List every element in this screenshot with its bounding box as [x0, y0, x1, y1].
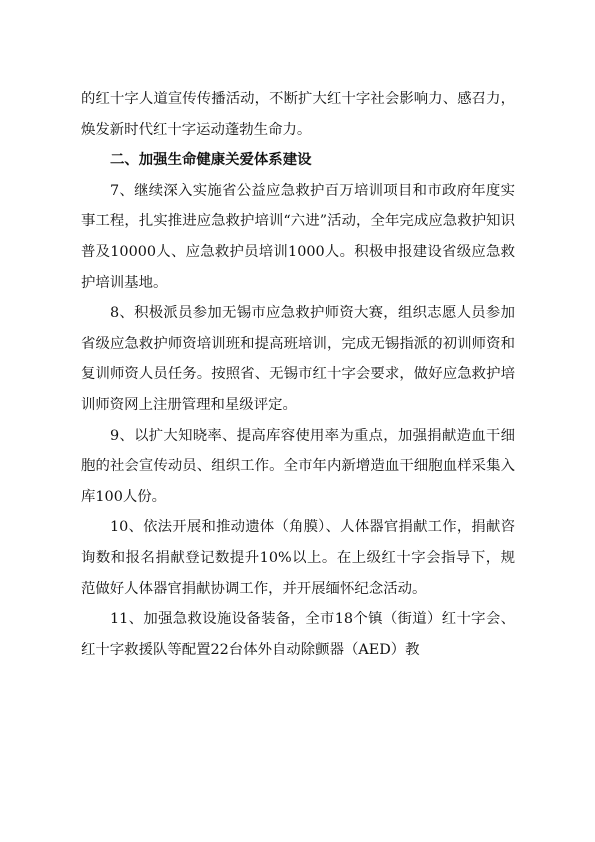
- paragraph-continuation: 的红十字人道宣传传播活动，不断扩大红十字社会影响力、感召力，焕发新时代红十字运动蓬勃生命力。: [81, 91, 515, 138]
- paragraph-item-11: 11、加强急救设施设备装备，全市18个镇（街道）红十字会、红十字救援队等配置22台体外自动除颤器（AED）教: [81, 611, 515, 658]
- section-heading: 二、加强生命健康关爱体系建设: [110, 152, 312, 169]
- paragraph-item-7: 7、继续深入实施省公益应急救护百万培训项目和市政府年度实事工程，扎实推进应急救护培训“六进”活动，全年完成应急救护知识普及10000人、应急救护员培训1000人。积极申报建设省级应急救护培训基地。: [81, 182, 515, 291]
- paragraph-item-8: 8、积极派员参加无锡市应急救护师资大赛，组织志愿人员参加省级应急救护师资培训班和提高班培训，完成无锡指派的初训师资和复训师资人员任务。按照省、无锡市红十字会要求，做好应急救护培训师资网上注册管理和星级评定。: [81, 305, 515, 413]
- paragraph-item-9: 9、以扩大知晓率、提高库容使用率为重点，加强捐献造血干细胞的社会宣传动员、组织工作。全市年内新增造血干细胞血样采集入库100人份。: [81, 427, 515, 505]
- document-body: [81, 84, 515, 665]
- paragraph-item-10: 10、依法开展和推动遗体（角膜）、人体器官捐献工作，捐献咨询数和报名捐献登记数提升10%以上。在上级红十字会指导下，规范做好人体器官捐献协调工作，并开展缅怀纪念活动。: [81, 519, 515, 597]
